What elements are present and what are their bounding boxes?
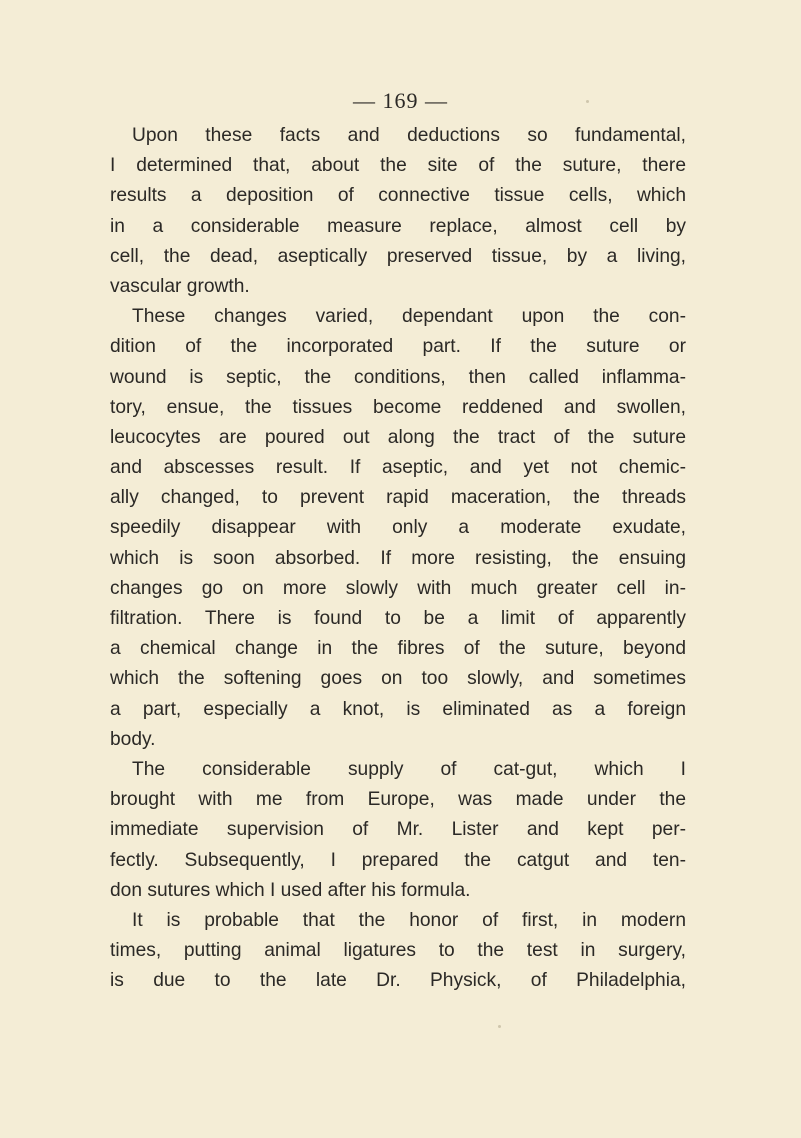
text-line: a part, especially a knot, is eliminated as a foreign	[110, 698, 686, 720]
text-line: times, putting animal ligatures to the test in surgery,	[110, 940, 686, 962]
text-line: The considerable supply of cat-gut, which I	[132, 758, 686, 780]
paper-speck	[498, 1025, 501, 1028]
text-line: fectly. Subsequently, I prepared the catgut and ten-	[110, 849, 686, 871]
text-line: and abscesses result. If aseptic, and yet not chemic-	[110, 457, 686, 479]
text-line: These changes varied, dependant upon the con-	[132, 306, 686, 328]
text-line: It is probable that the honor of first, in modern	[132, 909, 686, 931]
text-line: a chemical change in the fibres of the suture, beyond	[110, 638, 686, 660]
text-line: brought with me from Europe, was made under the	[110, 789, 686, 811]
text-line: dition of the incorporated part. If the suture or	[110, 336, 686, 358]
text-line: Upon these facts and deductions so fundamental,	[132, 125, 686, 146]
text-line: results a deposition of connective tissue cells, which	[110, 185, 686, 207]
text-line: cell, the dead, aseptically preserved tissue, by a living,	[110, 245, 686, 267]
text-line: don sutures which I used after his formula.	[110, 879, 471, 901]
page-number: — 169 —	[353, 88, 448, 113]
body-text	[110, 121, 686, 996]
text-line: ally changed, to prevent rapid maceration, the threads	[110, 487, 686, 509]
text-line: is due to the late Dr. Physick, of Philadelphia,	[110, 970, 686, 992]
text-line: body.	[110, 728, 156, 750]
text-line: wound is septic, the conditions, then called inflamma-	[110, 366, 686, 388]
text-line: tory, ensue, the tissues become reddened and swollen,	[110, 396, 686, 418]
text-line: leucocytes are poured out along the tract of the suture	[110, 426, 686, 448]
text-line: immediate supervision of Mr. Lister and kept per-	[110, 819, 686, 841]
text-line: which is soon absorbed. If more resisting, the ensuing	[110, 547, 686, 569]
text-line: vascular growth.	[110, 275, 250, 297]
text-line: I determined that, about the site of the suture, there	[110, 155, 686, 177]
text-line: changes go on more slowly with much greater cell in-	[110, 577, 686, 599]
text-line: speedily disappear with only a moderate exudate,	[110, 517, 686, 539]
text-line: which the softening goes on too slowly, and sometimes	[110, 668, 686, 690]
text-line: in a considerable measure replace, almost cell by	[110, 215, 686, 237]
paper-speck	[586, 100, 589, 103]
text-line: filtration. There is found to be a limit of apparently	[110, 608, 686, 629]
